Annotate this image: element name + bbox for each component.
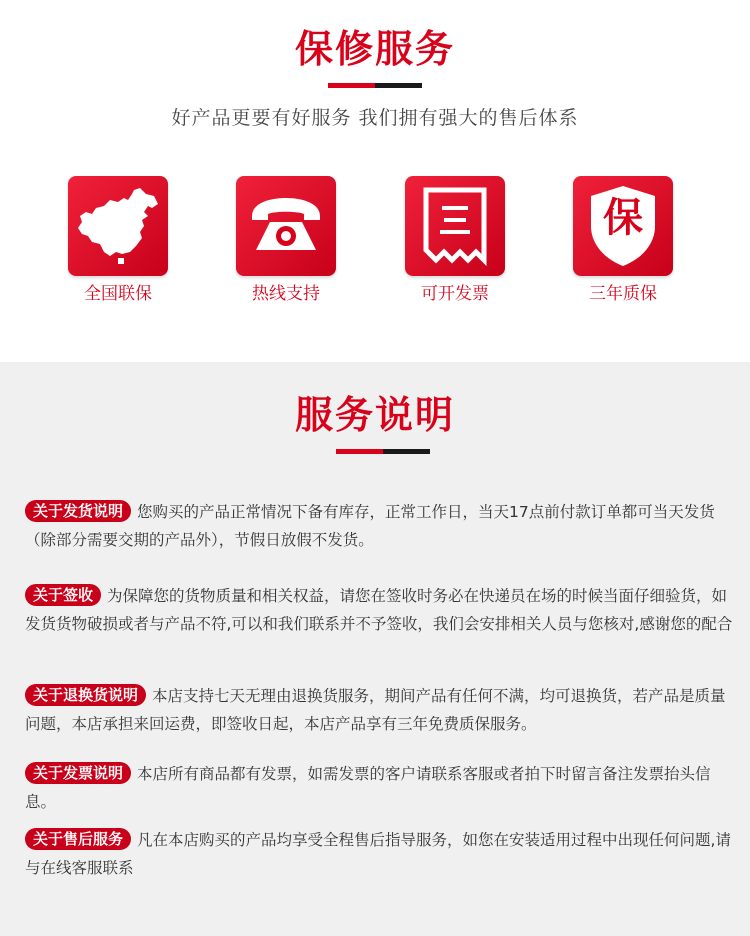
telephone-icon (236, 176, 336, 276)
service-tag: 关于发货说明 (25, 500, 131, 522)
service-tag: 关于退换货说明 (25, 684, 146, 706)
shield-glyph: 保 (603, 195, 643, 241)
service-item-invoice (25, 760, 733, 816)
service-item-returns (25, 682, 733, 738)
service-text: 为保障您的货物质量和相关权益，请您在签收时务必在快递员在场的时候当面仔细验货，如发货货物破损或者与产品不符,可以和我们联系并不予签收，我们会安排相关人员与您核对,感谢您的配合 (25, 587, 733, 633)
service-text: 凡在本店购买的产品均享受全程售后指导服务，如您在安装适用过程中出现任何问题,请与在线客服联系 (25, 831, 731, 877)
title-underline (336, 449, 430, 454)
shield-bao-icon (573, 176, 673, 276)
warranty-subtitle: 好产品更要有好服务 我们拥有强大的售后体系 (171, 107, 579, 129)
feature-label: 热线支持 (252, 284, 320, 304)
service-item-signing (25, 582, 733, 638)
service-item-aftersales (25, 826, 733, 882)
receipt-icon (405, 176, 505, 276)
feature-hotline (236, 176, 336, 305)
feature-label: 三年质保 (589, 284, 657, 304)
feature-label: 可开发票 (421, 284, 489, 304)
warranty-section (0, 0, 750, 362)
service-item-shipping (25, 498, 733, 554)
service-tag: 关于发票说明 (25, 762, 131, 784)
feature-nationwide (68, 176, 168, 305)
feature-label: 全国联保 (84, 284, 152, 304)
feature-icons (0, 176, 750, 316)
service-text: 本店支持七天无理由退换货服务，期间产品有任何不满，均可退换货，若产品是质量问题，本店承担来回运费，即签收日起，本店产品享有三年免费质保服务。 (25, 687, 726, 733)
title-underline (328, 83, 422, 88)
china-map-icon (68, 176, 168, 276)
service-text: 本店所有商品都有发票，如需发票的客户请联系客服或者拍下时留言备注发票抬头信息。 (25, 765, 711, 811)
service-tag: 关于签收 (25, 584, 101, 606)
service-section (0, 362, 750, 936)
service-title: 服务说明 (294, 393, 455, 437)
service-text: 您购买的产品正常情况下备有库存，正常工作日，当天17点前付款订单都可当天发货（除部分需要交期的产品外），节假日放假不发货。 (25, 503, 715, 549)
feature-warranty (573, 176, 673, 305)
service-tag: 关于售后服务 (25, 828, 131, 850)
feature-invoice (405, 176, 505, 305)
warranty-title: 保修服务 (294, 27, 455, 71)
